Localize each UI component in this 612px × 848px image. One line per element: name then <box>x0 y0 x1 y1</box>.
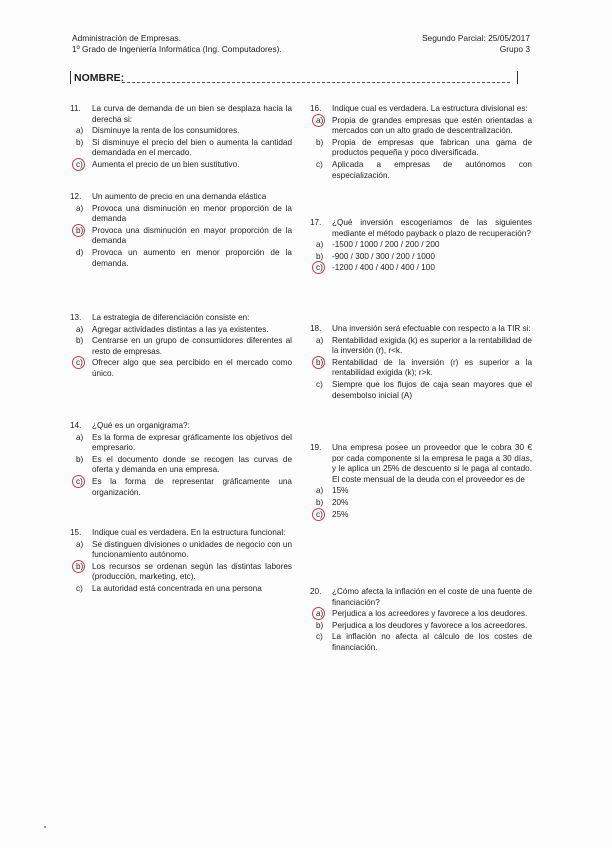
option-text: Ofrecer algo que sea percibido en el mercado como único. <box>92 358 292 378</box>
option-text: Es el documento donde se recogen las curvas de oferta y demanda en una empresa. <box>92 454 292 475</box>
answer-option <box>310 358 532 379</box>
option-letter <box>310 609 332 620</box>
answer-option <box>70 138 292 159</box>
option-text: Es la forma de representar gráficamente una organización. <box>92 476 292 497</box>
answer-option <box>310 510 532 521</box>
answer-option <box>70 226 292 247</box>
selected-answer-circle <box>72 475 85 488</box>
option-letter-text: b) <box>76 225 84 235</box>
answer-option <box>70 325 292 336</box>
answer-option <box>70 336 292 357</box>
option-letter-text: b) <box>76 454 84 464</box>
selected-answer-circle <box>312 114 325 127</box>
option-letter-text: b) <box>76 336 84 346</box>
question-13 <box>70 313 292 380</box>
option-letter <box>310 336 332 357</box>
selected-answer-circle <box>72 158 85 171</box>
option-letter-text: c) <box>76 476 83 486</box>
question-number: 15. <box>70 528 82 537</box>
answer-option <box>70 204 292 225</box>
option-letter <box>70 477 92 498</box>
name-field <box>70 67 518 87</box>
header-right <box>422 33 530 55</box>
question-stem <box>70 313 292 324</box>
option-letter-text: c) <box>76 583 83 593</box>
option-letter-text: c) <box>316 632 323 642</box>
option-letter-text: b) <box>316 137 324 147</box>
option-letter <box>310 632 332 653</box>
option-letter <box>70 160 92 171</box>
question-16 <box>310 104 532 181</box>
question-stem <box>70 192 292 203</box>
option-text: 20% <box>332 497 349 507</box>
name-field-left-bar <box>70 71 71 84</box>
option-text: Siempre que los flujos de caja sean mayores que el desembolso inicial (A) <box>332 379 532 400</box>
question-12 <box>70 192 292 269</box>
answer-option <box>310 632 532 653</box>
option-letter <box>70 562 92 583</box>
option-letter-text: a) <box>76 432 84 442</box>
selected-answer-circle <box>312 261 325 274</box>
question-number: 12. <box>70 192 82 201</box>
exam-title: Segundo Parcial: 25/05/2017 <box>421 33 530 43</box>
option-letter-text: c) <box>76 159 83 169</box>
option-letter <box>70 126 92 137</box>
answer-option <box>310 380 532 401</box>
question-stem <box>70 421 292 432</box>
option-letter <box>310 263 332 274</box>
answer-option <box>70 455 292 476</box>
name-field-right-bar <box>517 71 518 84</box>
option-letter-text: a) <box>76 539 84 549</box>
answer-option <box>310 138 532 159</box>
question-text: Indique cual es verdadera. La estructura divisional es: <box>332 104 528 113</box>
question-number: 19. <box>310 443 322 452</box>
option-letter-text: b) <box>316 497 324 507</box>
course-name: Administración de Empresas. <box>72 33 181 43</box>
option-letter <box>310 380 332 401</box>
option-letter <box>310 486 332 497</box>
option-letter-text: a) <box>316 240 324 250</box>
option-text: Perjudica a los acreedores y favorece a los deudores. <box>332 609 528 619</box>
option-text: -1200 / 400 / 400 / 400 / 100 <box>332 263 435 273</box>
answer-option <box>310 252 532 263</box>
option-letter <box>70 455 92 476</box>
question-text: La curva de demanda de un bien se desplaza hacia la derecha si: <box>92 104 292 124</box>
question-stem <box>310 104 532 115</box>
selected-answer-circle <box>72 224 85 237</box>
option-letter-text: b) <box>76 137 84 147</box>
option-letter-text: c) <box>316 509 323 519</box>
question-stem <box>70 528 292 539</box>
option-letter <box>310 116 332 137</box>
option-letter <box>70 433 92 454</box>
option-text: Los recursos se ordenan según las distintas labores (producción, marketing, etc). <box>92 561 292 582</box>
question-19 <box>310 443 532 520</box>
option-text: Provoca una disminución en menor proporción de la demanda <box>92 203 292 224</box>
question-number: 11. <box>70 104 81 113</box>
answer-option <box>70 160 292 171</box>
answer-option <box>70 126 292 137</box>
answer-option <box>70 540 292 561</box>
question-text: Una inversión será efectuable con respecto a la TIR si: <box>332 324 531 333</box>
question-text: ¿Qué inversión escogeríamos de las siguientes mediante el método payback o plazo de recuperación? <box>332 218 532 238</box>
option-letter <box>70 226 92 247</box>
question-text: Indique cual es verdadera. En la estructura funcional: <box>92 528 286 537</box>
option-letter-text: a) <box>316 609 324 619</box>
question-17 <box>310 218 532 274</box>
answer-option <box>310 263 532 274</box>
answer-option <box>310 240 532 251</box>
question-15 <box>70 528 292 595</box>
degree-name: 1º Grado de Ingeniería Informática (Ing. Computadores). <box>72 44 282 54</box>
answer-option <box>310 116 532 137</box>
option-text: Provoca un aumento en menor proporción de la demanda. <box>92 247 292 268</box>
option-text: Rentabilidad exigida (k) es superior a la rentabilidad de la inversión (r), r<k. <box>332 335 532 356</box>
option-text: Aumenta el precio de un bien sustitutivo. <box>92 159 240 169</box>
question-text: Un aumento de precio en una demanda elástica <box>92 192 267 201</box>
selected-answer-circle <box>312 356 325 369</box>
option-text: Es la forma de expresar gráficamente los objetivos del empresario. <box>92 432 292 453</box>
name-line <box>122 82 510 83</box>
question-number: 17. <box>310 218 322 227</box>
option-text: 15% <box>332 486 349 496</box>
option-letter <box>70 138 92 159</box>
option-letter <box>70 204 92 225</box>
question-number: 13. <box>70 313 82 322</box>
option-letter <box>70 584 92 595</box>
answer-option <box>70 562 292 583</box>
option-letter <box>70 540 92 561</box>
answer-option <box>310 336 532 357</box>
selected-answer-circle <box>72 356 85 369</box>
option-text: Se distinguen divisiones o unidades de negocio con un funcionamiento autónomo. <box>92 539 292 560</box>
answer-option <box>310 609 532 620</box>
question-number: 16. <box>310 104 322 113</box>
option-letter-text: c) <box>316 379 323 389</box>
option-letter-text: a) <box>76 203 84 213</box>
option-letter-text: c) <box>76 358 83 368</box>
answer-option <box>310 160 532 181</box>
option-text: 25% <box>332 509 349 519</box>
answer-option <box>70 477 292 498</box>
option-letter <box>310 160 332 181</box>
question-stem <box>310 218 532 239</box>
option-letter-text: a) <box>316 335 324 345</box>
option-letter-text: c) <box>316 263 323 273</box>
option-text: Perjudica a los deudores y favorece a los acreedores. <box>332 620 528 630</box>
option-letter-text: d) <box>76 247 84 257</box>
answer-option <box>70 248 292 269</box>
option-letter <box>70 325 92 336</box>
option-letter-text: b) <box>316 357 324 367</box>
option-text: -900 / 300 / 300 / 200 / 1000 <box>332 251 435 261</box>
scan-speck <box>44 826 46 828</box>
answer-option <box>70 584 292 595</box>
option-letter-text: a) <box>76 126 84 136</box>
option-letter-text: a) <box>316 115 324 125</box>
option-letter <box>70 358 92 379</box>
option-text: Disminuye la renta de los consumidores. <box>92 126 240 136</box>
option-letter-text: b) <box>316 251 324 261</box>
option-text: Rentabilidad de la inversión (r) es superior a la rentabilidad exigida (k); r>k. <box>332 357 532 378</box>
option-letter <box>310 621 332 632</box>
question-text: La estrategia de diferenciación consiste en: <box>92 313 250 322</box>
question-text: ¿Cómo afecta la inflación en el coste de una fuente de financiación? <box>332 587 532 607</box>
selected-answer-circle <box>312 508 325 521</box>
option-letter <box>310 510 332 521</box>
option-letter-text: b) <box>76 561 84 571</box>
option-text: -1500 / 1000 / 200 / 200 / 200 <box>332 240 440 250</box>
option-letter-text: a) <box>316 486 324 496</box>
question-stem <box>70 104 292 125</box>
name-label: NOMBRE: <box>74 72 125 84</box>
option-letter <box>310 498 332 509</box>
option-text: Propia de grandes empresas que estén orientadas a mercados con un alto grado de descentralización. <box>332 115 532 136</box>
selected-answer-circle <box>72 560 85 573</box>
answer-option <box>310 498 532 509</box>
option-text: Propia de empresas que fabrican una gama de productos pequeña y poco diversificada. <box>332 137 532 158</box>
option-text: La inflación no afecta al cálculo de los costes de financiación. <box>332 632 532 652</box>
answer-option <box>310 621 532 632</box>
question-stem <box>310 587 532 608</box>
option-letter <box>70 248 92 269</box>
option-letter <box>70 336 92 357</box>
option-text: Provoca una disminución en mayor proporción de la demanda <box>92 225 292 246</box>
option-letter-text: c) <box>316 159 323 169</box>
option-letter <box>310 138 332 159</box>
question-stem <box>310 324 532 335</box>
answer-option <box>70 433 292 454</box>
question-text: Una empresa posee un proveedor que le cobra 30 € por cada componente si la empresa le paga a 30 días, y le aplica un 25% de descuento si le paga al contado. El coste mensual de la deuda con el proveedor es de <box>332 443 532 484</box>
option-text: La autoridad está concentrada en una persona <box>92 583 262 593</box>
question-text: ¿Qué es un organigrama?: <box>92 421 190 430</box>
header-left <box>72 33 282 55</box>
answer-option <box>310 486 532 497</box>
option-letter <box>310 240 332 251</box>
question-11 <box>70 104 292 171</box>
group-label: Grupo 3 <box>499 44 530 54</box>
option-text: Aplicada a empresas de autónomos con especialización. <box>332 159 532 180</box>
question-number: 14. <box>70 421 82 430</box>
option-text: Si disminuye el precio del bien o aumenta la cantidad demandada en el mercado. <box>92 137 292 158</box>
question-20 <box>310 587 532 654</box>
question-number: 20. <box>310 587 322 596</box>
option-letter-text: a) <box>76 324 84 334</box>
option-text: Centrarse en un grupo de consumidores diferentes al resto de empresas. <box>92 336 292 356</box>
question-stem <box>310 443 532 485</box>
question-18 <box>310 324 532 401</box>
question-14 <box>70 421 292 498</box>
question-number: 18. <box>310 324 322 333</box>
answer-option <box>70 358 292 379</box>
option-text: Agregar actividades distintas a las ya existentes. <box>92 324 269 334</box>
option-letter-text: b) <box>316 620 324 630</box>
option-letter <box>310 358 332 379</box>
selected-answer-circle <box>312 607 325 620</box>
